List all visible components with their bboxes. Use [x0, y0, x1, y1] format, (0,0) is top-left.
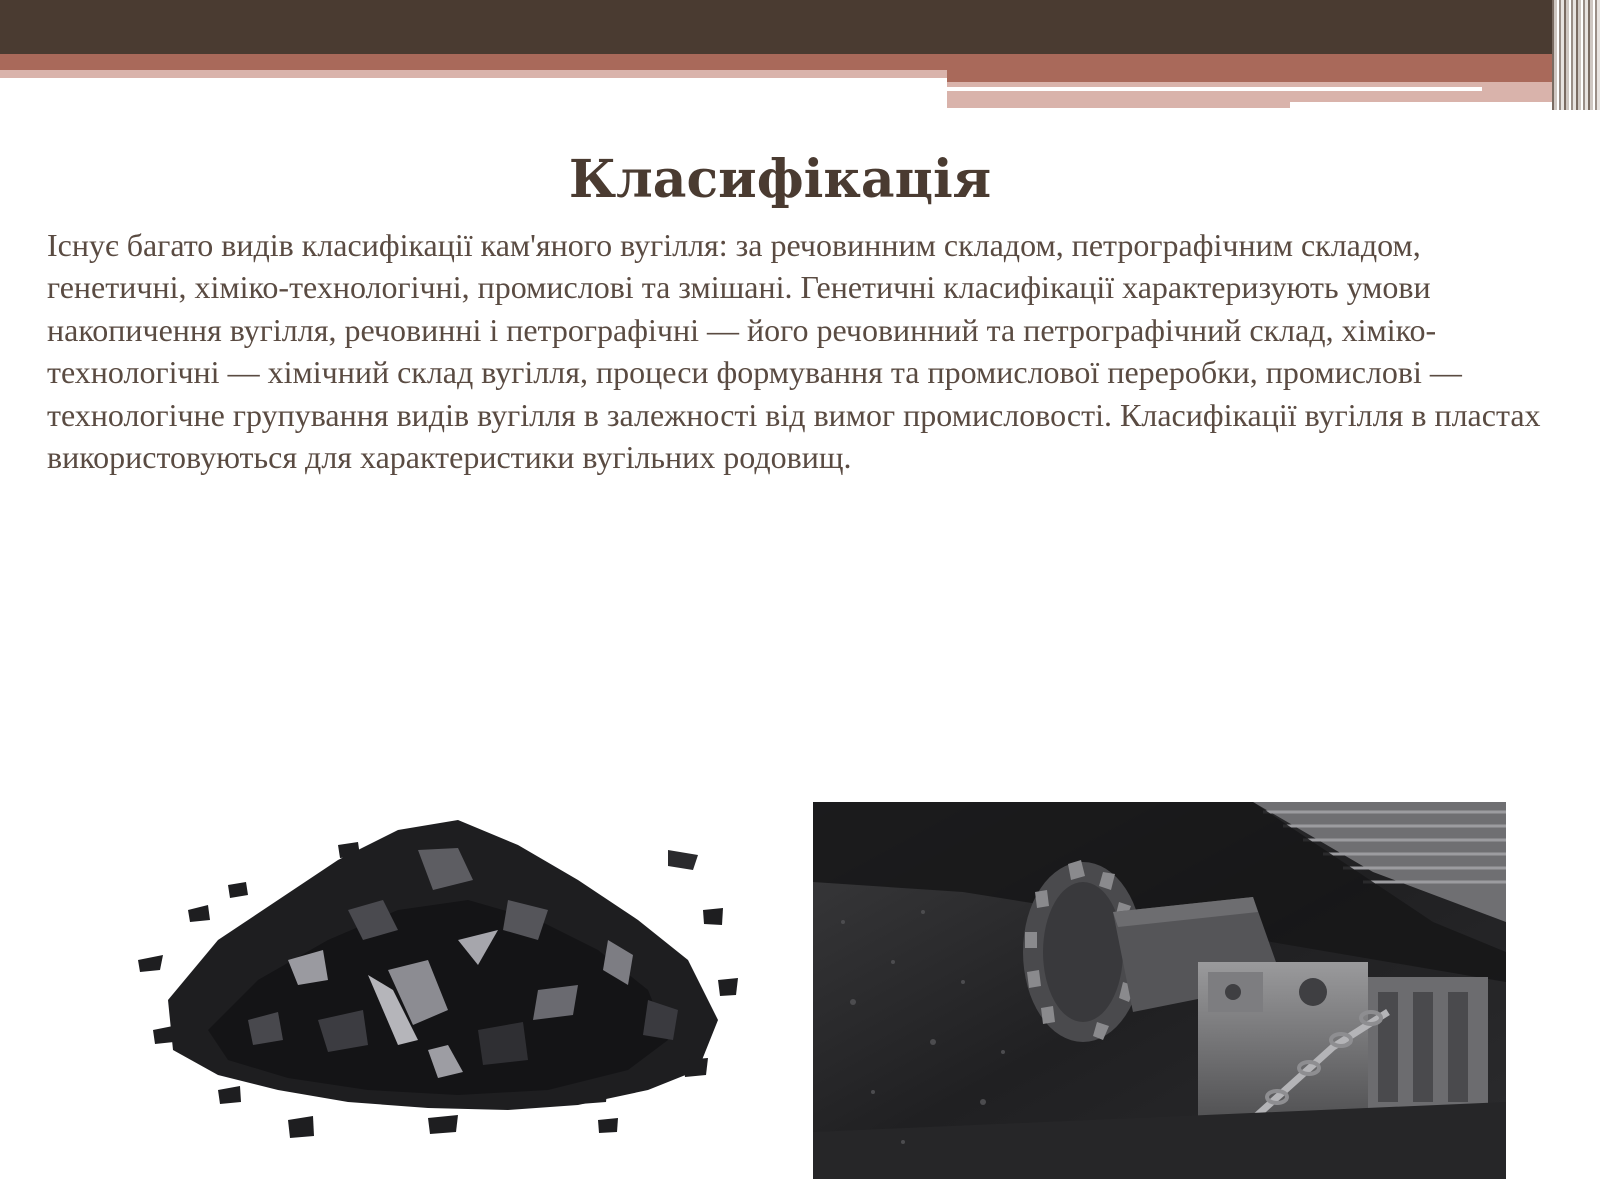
- top-banner-dark-band: [0, 0, 1600, 54]
- mining-machine-icon: [813, 802, 1506, 1179]
- top-banner-rust-band: [0, 54, 1600, 70]
- top-banner-white-step: [1290, 102, 1567, 108]
- slide-body-text: Існує багато видів класифікації кам'яного вугілля: за речовинним складом, петрографічним складом, генетичні, хіміко-технологічні, промислові та змішані. Генетичні класифікації характеризують умови накопичення вугілля, речовинні і петрографічні — його речовинний та петрографічний склад, хіміко-технологічні — хімічний склад вугілля, процеси формування та промислової переробки, промислові — технологічне групування видів вугілля в залежності від вимог промисловості. Класифікації вугілля в пластах використовуються для характеристики вугільних родовищ.: [47, 227, 1541, 476]
- top-banner-rust-band-right: [947, 70, 1567, 82]
- top-banner-pink-band: [0, 70, 947, 78]
- top-banner-white-line: [947, 87, 1482, 91]
- corner-stripes-decoration: [1552, 0, 1600, 110]
- coal-pile-image: [128, 790, 748, 1170]
- coal-pile-icon: [138, 820, 738, 1138]
- slide-title: Класифікація: [568, 149, 992, 210]
- coal-mine-shearer-image: [813, 802, 1506, 1179]
